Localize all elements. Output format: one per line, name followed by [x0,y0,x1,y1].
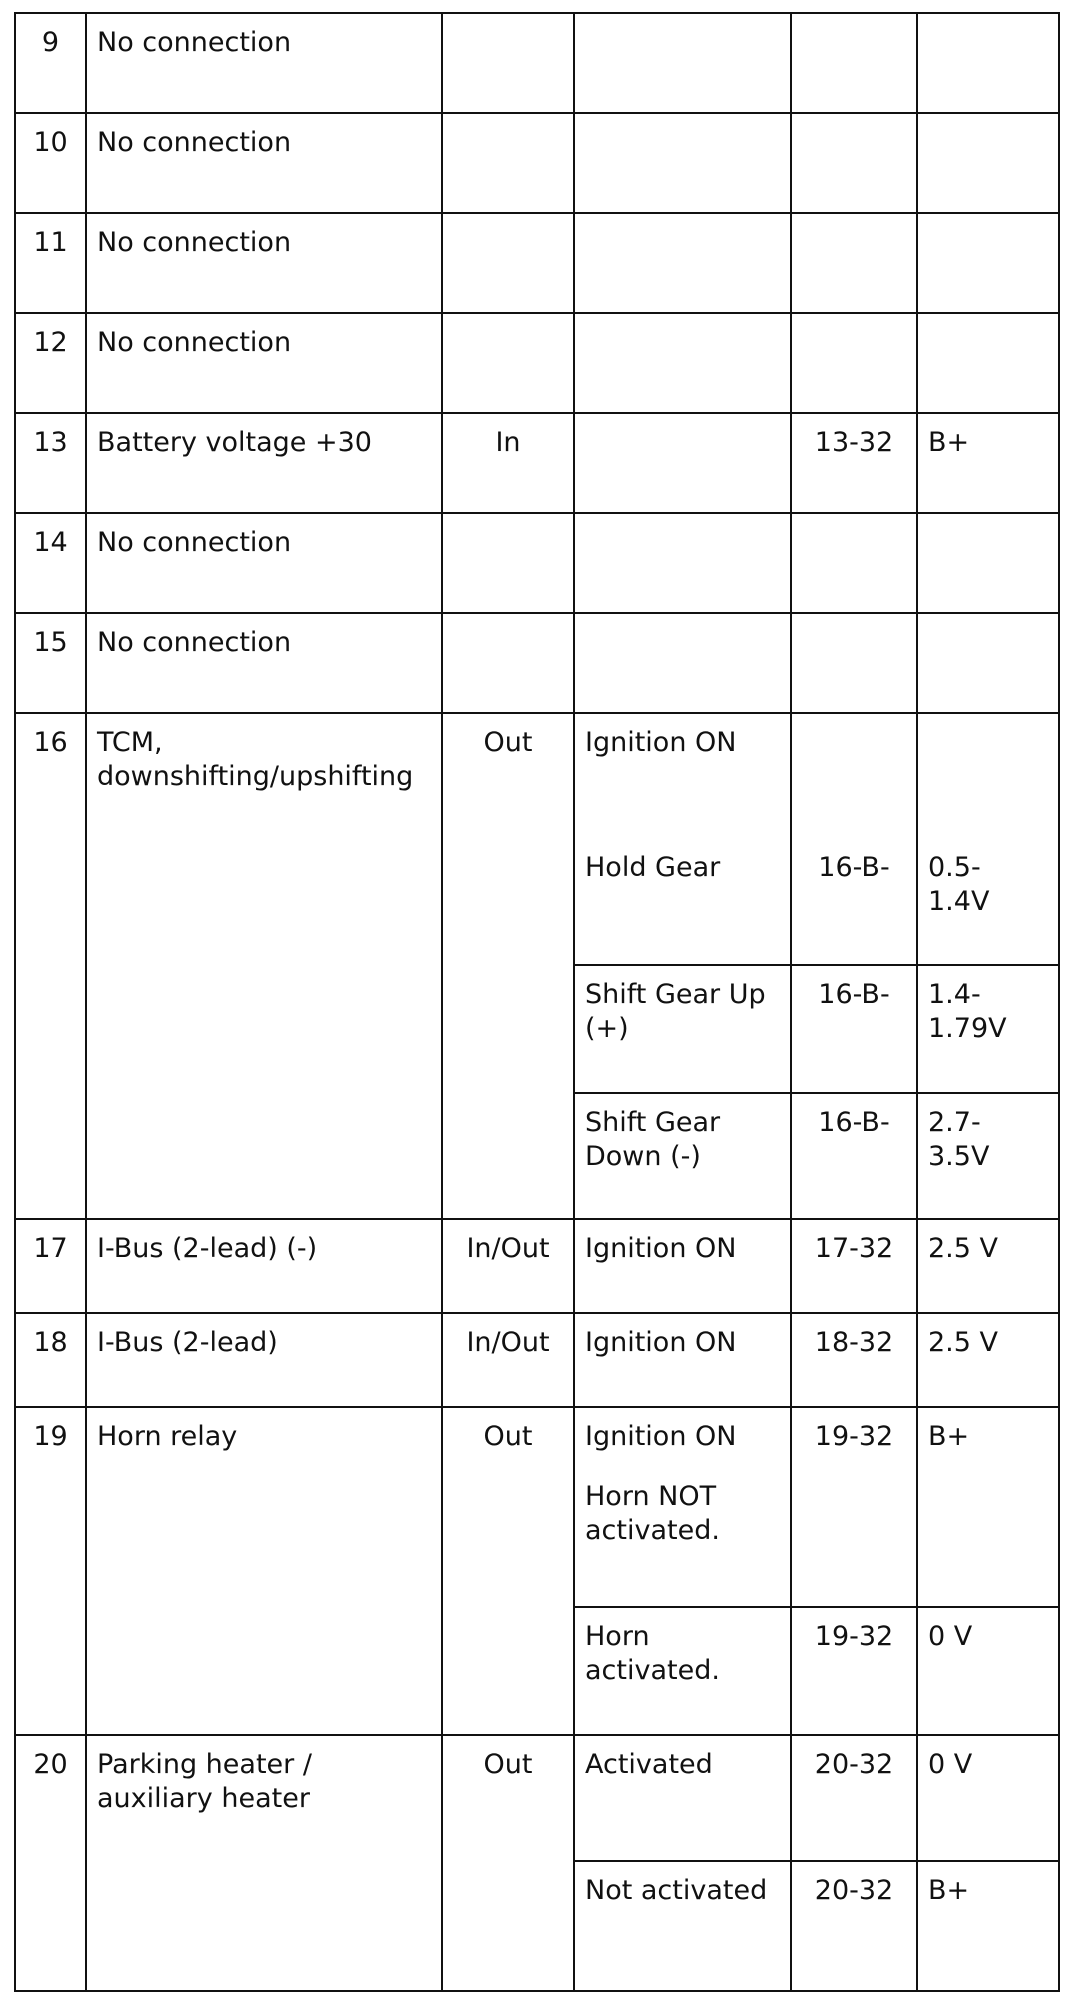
pin-number: 9 [15,13,86,113]
signal-direction: Out [442,713,574,1219]
table-row [15,513,1059,613]
measure-points: 20-32 [791,1735,917,1861]
expected-value: B+ [917,1407,1059,1607]
empty-cell [442,13,574,113]
test-condition-note: Horn NOT activated. [585,1481,720,1546]
empty-cell [791,213,917,313]
pin-description: No connection [86,13,442,113]
test-condition: Ignition ON [574,1313,791,1407]
test-condition: Activated [574,1735,791,1861]
measure-points: 13-32 [791,413,917,513]
measure-points: 19-32 [791,1407,917,1607]
signal-direction: In/Out [442,1219,574,1313]
expected-value: 0 V [917,1607,1059,1735]
pin-number: 16 [15,713,86,1219]
empty-cell [917,613,1059,713]
expected-value: B+ [917,1861,1059,1991]
signal-direction: In/Out [442,1313,574,1407]
pin-number: 20 [15,1735,86,1991]
measure-points: 16-B- [791,965,917,1093]
empty-cell [442,213,574,313]
pin-description: No connection [86,213,442,313]
pin-number: 12 [15,313,86,413]
pin-description: Battery voltage +30 [86,413,442,513]
table-row [15,1735,1059,1861]
empty-cell [917,313,1059,413]
pin-number: 19 [15,1407,86,1735]
test-condition: Hold Gear [574,839,791,965]
test-condition [574,413,791,513]
pin-description: TCM, downshifting/upshifting [86,713,442,1219]
table-row [15,713,1059,839]
table-row [15,13,1059,113]
pin-description: Horn relay [86,1407,442,1735]
table-row [15,1407,1059,1607]
expected-value [917,713,1059,839]
empty-cell [917,213,1059,313]
signal-direction: In [442,413,574,513]
pin-description: Parking heater / auxiliary heater [86,1735,442,1991]
test-condition: Ignition ON [574,713,791,839]
expected-value: 2.7- 3.5V [917,1093,1059,1219]
empty-cell [442,313,574,413]
test-condition: Horn activated. [574,1607,791,1735]
empty-cell [442,513,574,613]
table-row [15,113,1059,213]
empty-cell [791,313,917,413]
table-row [15,413,1059,513]
empty-cell [791,513,917,613]
pin-description: No connection [86,113,442,213]
empty-cell [791,613,917,713]
table-row [15,613,1059,713]
test-condition: Ignition ON [574,1219,791,1313]
empty-cell [574,213,791,313]
empty-cell [917,13,1059,113]
measure-points: 20-32 [791,1861,917,1991]
empty-cell [917,513,1059,613]
empty-cell [917,113,1059,213]
pin-number: 13 [15,413,86,513]
pin-number: 10 [15,113,86,213]
empty-cell [791,13,917,113]
measure-points: 19-32 [791,1607,917,1735]
empty-cell [574,113,791,213]
pin-number: 11 [15,213,86,313]
table-row [15,1313,1059,1407]
empty-cell [574,613,791,713]
test-condition: Ignition ON [585,1421,737,1452]
pin-description: No connection [86,513,442,613]
signal-direction: Out [442,1407,574,1735]
signal-direction: Out [442,1735,574,1991]
pin-number: 17 [15,1219,86,1313]
expected-value: 1.4- 1.79V [917,965,1059,1093]
test-condition: Shift Gear Down (-) [574,1093,791,1219]
test-condition: Shift Gear Up (+) [574,965,791,1093]
pin-number: 15 [15,613,86,713]
measure-points: 18-32 [791,1313,917,1407]
expected-value: B+ [917,413,1059,513]
pin-description: No connection [86,613,442,713]
pin-number: 14 [15,513,86,613]
pin-description: I-Bus (2-lead) (-) [86,1219,442,1313]
expected-value: 2.5 V [917,1313,1059,1407]
empty-cell [791,113,917,213]
expected-value: 0 V [917,1735,1059,1861]
empty-cell [574,313,791,413]
empty-cell [442,113,574,213]
pin-number: 18 [15,1313,86,1407]
measure-points: 16-B- [791,839,917,965]
measure-points [791,713,917,839]
table-row [15,1219,1059,1313]
empty-cell [442,613,574,713]
pin-description: I-Bus (2-lead) [86,1313,442,1407]
measure-points: 17-32 [791,1219,917,1313]
test-condition: Not activated [574,1861,791,1991]
table-row [15,313,1059,413]
expected-value: 0.5- 1.4V [917,839,1059,965]
pin-description: No connection [86,313,442,413]
measure-points: 16-B- [791,1093,917,1219]
test-condition-cell [574,1407,791,1607]
pin-assignment-table [14,12,1060,1992]
expected-value: 2.5 V [917,1219,1059,1313]
table-row [15,213,1059,313]
empty-cell [574,513,791,613]
empty-cell [574,13,791,113]
